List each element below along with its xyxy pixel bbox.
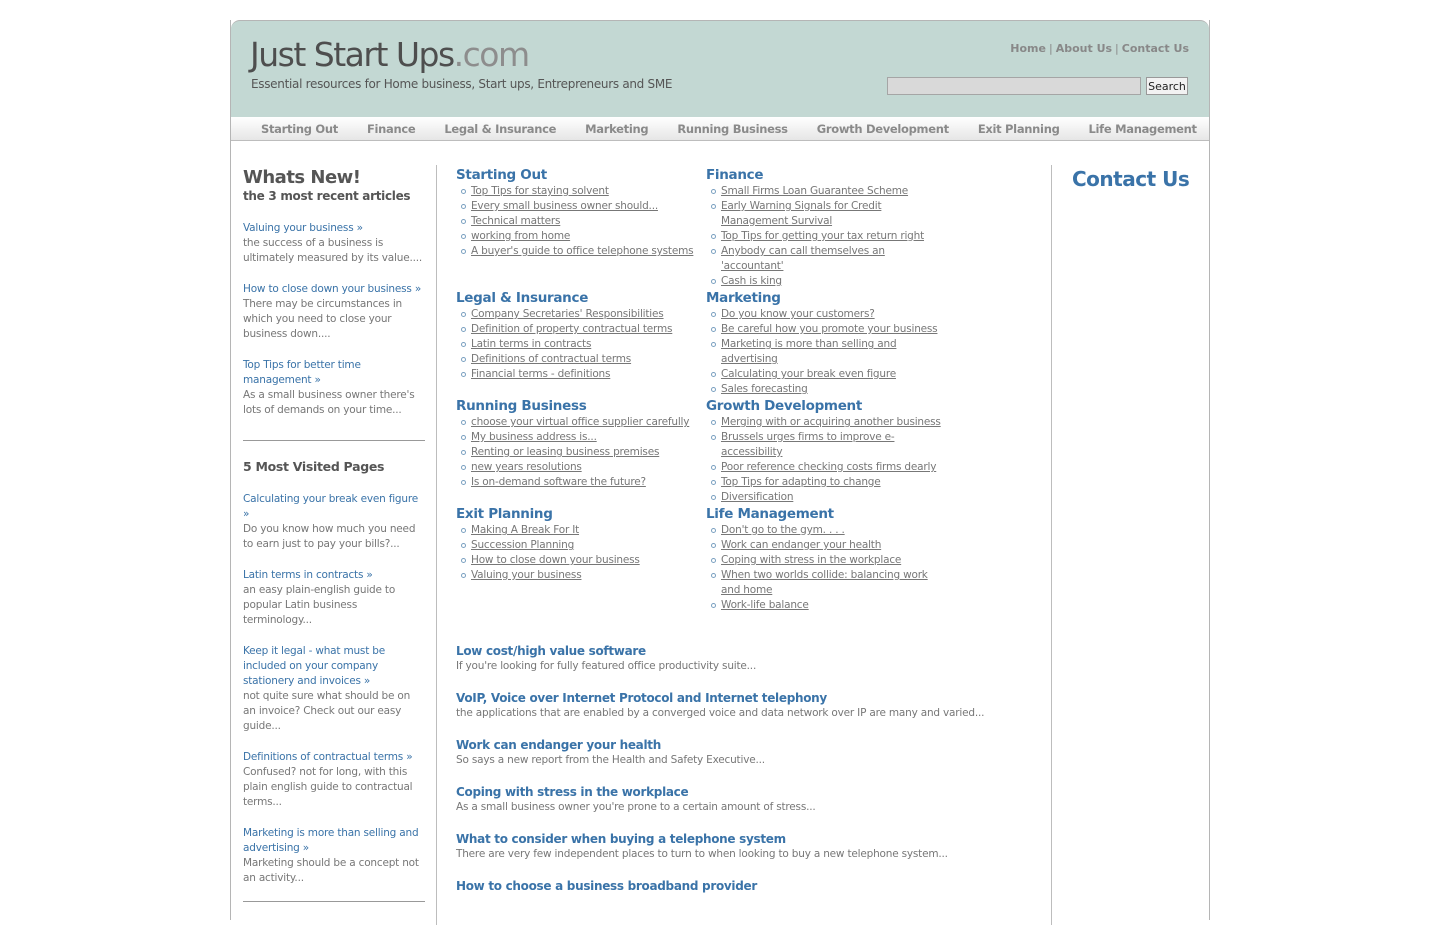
nav-growth-development[interactable]: Growth Development bbox=[816, 121, 949, 136]
category-link-item[interactable]: Company Secretaries' Responsibilities bbox=[456, 307, 701, 322]
visited-page-link[interactable]: Definitions of contractual terms » bbox=[243, 751, 413, 763]
category-growth-development bbox=[706, 398, 951, 505]
whats-new-title: Whats New! bbox=[243, 167, 361, 188]
visited-page-desc: Confused? not for long, with this plain english guide to contractual terms... bbox=[243, 766, 413, 808]
visited-page-link[interactable]: Latin terms in contracts » bbox=[243, 569, 373, 581]
logo-domain: .com bbox=[453, 35, 529, 74]
category-link-item[interactable]: Technical matters bbox=[456, 214, 701, 229]
featured-article bbox=[456, 738, 1016, 766]
search-input[interactable] bbox=[887, 77, 1141, 95]
category-link-item[interactable]: Do you know your customers? bbox=[706, 307, 951, 322]
nav-life-management[interactable]: Life Management bbox=[1088, 121, 1197, 136]
category-links bbox=[706, 523, 946, 613]
category-link-item[interactable]: Renting or leasing business premises bbox=[456, 445, 701, 460]
category-link-item[interactable]: Calculating your break even figure bbox=[706, 367, 951, 382]
category-links bbox=[456, 307, 701, 382]
category-running-business bbox=[456, 398, 701, 490]
nav-running-business[interactable]: Running Business bbox=[677, 121, 788, 136]
visited-page-desc: an easy plain-english guide to popular Latin business terminology... bbox=[243, 584, 396, 626]
search-button[interactable]: Search bbox=[1146, 77, 1188, 95]
category-title[interactable]: Marketing bbox=[706, 290, 781, 306]
most-visited-title: 5 Most Visited Pages bbox=[243, 459, 385, 474]
recent-article-desc: There may be circumstances in which you need to close your business down.... bbox=[243, 298, 403, 340]
category-link-item[interactable]: Every small business owner should... bbox=[456, 199, 701, 214]
contact-us-heading[interactable]: Contact Us bbox=[1072, 167, 1190, 191]
category-link-item[interactable]: Is on-demand software the future? bbox=[456, 475, 701, 490]
featured-article-title[interactable]: What to consider when buying a telephone system bbox=[456, 832, 786, 846]
visited-page bbox=[243, 568, 425, 628]
category-title[interactable]: Running Business bbox=[456, 398, 587, 414]
category-link-item[interactable]: Coping with stress in the workplace bbox=[706, 553, 946, 568]
featured-article-desc: So says a new report from the Health and Safety Executive... bbox=[456, 754, 765, 766]
sidebar-divider bbox=[243, 440, 425, 441]
visited-page bbox=[243, 492, 425, 552]
recent-article-link[interactable]: How to close down your business » bbox=[243, 283, 422, 295]
site-logo[interactable] bbox=[250, 35, 529, 74]
home-link[interactable]: Home bbox=[1010, 42, 1046, 55]
category-title[interactable]: Exit Planning bbox=[456, 506, 553, 522]
category-finance bbox=[706, 167, 946, 289]
visited-page-desc: Do you know how much you need to earn just to pay your bills?... bbox=[243, 523, 416, 550]
category-title[interactable]: Legal & Insurance bbox=[456, 290, 589, 306]
category-links bbox=[456, 523, 701, 583]
category-link-item[interactable]: When two worlds collide: balancing work and home bbox=[706, 568, 946, 598]
category-link-item[interactable]: Latin terms in contracts bbox=[456, 337, 701, 352]
contact-us-link[interactable]: Contact Us bbox=[1121, 42, 1189, 55]
category-link-item[interactable]: A buyer's guide to office telephone systems bbox=[456, 244, 701, 259]
category-link-item[interactable]: Financial terms - definitions bbox=[456, 367, 701, 382]
category-link-item[interactable]: Top Tips for adapting to change bbox=[706, 475, 951, 490]
category-link-item[interactable]: Don't go to the gym. . . . bbox=[706, 523, 946, 538]
featured-article-desc: As a small business owner you're prone to a certain amount of stress... bbox=[456, 801, 816, 813]
logo-main: Just Start Ups bbox=[250, 35, 454, 74]
category-link-item[interactable]: Brussels urges firms to improve e-accessibility bbox=[706, 430, 951, 460]
category-link-item[interactable]: How to close down your business bbox=[456, 553, 701, 568]
category-link-item[interactable]: Diversification bbox=[706, 490, 951, 505]
site-header bbox=[231, 20, 1209, 118]
featured-article-desc: the applications that are enabled by a converged voice and data network over IP are many and varied... bbox=[456, 707, 985, 719]
category-exit-planning bbox=[456, 506, 701, 583]
category-links bbox=[456, 415, 701, 490]
category-link-item[interactable]: Early Warning Signals for Credit Management Survival bbox=[706, 199, 946, 229]
category-links bbox=[706, 184, 946, 289]
nav-starting-out[interactable]: Starting Out bbox=[261, 121, 338, 136]
visited-page-link[interactable]: Keep it legal - what must be included on your company stationery and invoices » bbox=[243, 645, 385, 687]
category-title[interactable]: Life Management bbox=[706, 506, 834, 522]
recent-article bbox=[243, 221, 425, 266]
category-title[interactable]: Growth Development bbox=[706, 398, 863, 414]
recent-article bbox=[243, 358, 425, 418]
category-link-item[interactable]: Cash is king bbox=[706, 274, 946, 289]
visited-page-link[interactable]: Calculating your break even figure » bbox=[243, 493, 418, 520]
recent-article-link[interactable]: Valuing your business » bbox=[243, 222, 363, 234]
category-link-item[interactable]: Succession Planning bbox=[456, 538, 701, 553]
category-marketing bbox=[706, 290, 951, 397]
category-links bbox=[706, 307, 951, 397]
category-life-management bbox=[706, 506, 946, 613]
visited-page bbox=[243, 644, 425, 734]
featured-article-title[interactable]: How to choose a business broadband provider bbox=[456, 879, 757, 893]
category-link-item[interactable]: Anybody can call themselves an 'accountant' bbox=[706, 244, 946, 274]
nav-exit-planning[interactable]: Exit Planning bbox=[977, 121, 1060, 136]
category-link-item[interactable]: Valuing your business bbox=[456, 568, 701, 583]
top-links: Home | About Us | Contact Us bbox=[1010, 42, 1189, 55]
category-link-item[interactable]: choose your virtual office supplier carefully bbox=[456, 415, 701, 430]
featured-article-title[interactable]: VoIP, Voice over Internet Protocol and Internet telephony bbox=[456, 691, 827, 705]
visited-page bbox=[243, 750, 425, 810]
featured-article-desc: If you're looking for fully featured office productivity suite... bbox=[456, 660, 757, 672]
featured-article bbox=[456, 832, 1016, 860]
sidebar-divider bbox=[243, 901, 425, 902]
visited-page-desc: Marketing should be a concept not an activity... bbox=[243, 857, 419, 884]
nav-finance[interactable]: Finance bbox=[366, 121, 416, 136]
featured-article bbox=[456, 644, 1016, 672]
category-legal-insurance bbox=[456, 290, 701, 382]
visited-page-link[interactable]: Marketing is more than selling and advertising » bbox=[243, 827, 419, 854]
category-link-item[interactable]: Poor reference checking costs firms dearly bbox=[706, 460, 951, 475]
recent-article-link[interactable]: Top Tips for better time management » bbox=[243, 359, 361, 386]
site-tagline: Essential resources for Home business, Start ups, Entrepreneurs and SME bbox=[251, 77, 673, 91]
category-link-item[interactable]: My business address is... bbox=[456, 430, 701, 445]
nav-marketing[interactable]: Marketing bbox=[585, 121, 649, 136]
category-links bbox=[456, 184, 701, 259]
about-us-link[interactable]: About Us bbox=[1055, 42, 1113, 55]
visited-page-desc: not quite sure what should be on an invoice? Check out our easy guide... bbox=[243, 690, 411, 732]
category-link-item[interactable]: Top Tips for getting your tax return right bbox=[706, 229, 946, 244]
featured-article-title[interactable]: Low cost/high value software bbox=[456, 644, 646, 658]
category-title[interactable]: Finance bbox=[706, 167, 764, 183]
category-title[interactable]: Starting Out bbox=[456, 167, 547, 183]
featured-article bbox=[456, 785, 1016, 813]
category-link-item[interactable]: Be careful how you promote your business bbox=[706, 322, 951, 337]
category-link-item[interactable]: Top Tips for staying solvent bbox=[456, 184, 701, 199]
category-links bbox=[706, 415, 951, 505]
main-nav bbox=[231, 117, 1209, 141]
category-link-item[interactable]: Sales forecasting bbox=[706, 382, 951, 397]
category-link-item[interactable]: Definitions of contractual terms bbox=[456, 352, 701, 367]
category-link-item[interactable]: Making A Break For It bbox=[456, 523, 701, 538]
featured-article bbox=[456, 691, 1016, 719]
category-link-item[interactable]: Small Firms Loan Guarantee Scheme bbox=[706, 184, 946, 199]
category-link-item[interactable]: Work can endanger your health bbox=[706, 538, 946, 553]
featured-article-title[interactable]: Work can endanger your health bbox=[456, 738, 661, 752]
category-link-item[interactable]: new years resolutions bbox=[456, 460, 701, 475]
page-container bbox=[230, 20, 1210, 920]
left-sidebar bbox=[243, 167, 425, 920]
featured-article bbox=[456, 879, 1016, 893]
featured-article-title[interactable]: Coping with stress in the workplace bbox=[456, 785, 689, 799]
column-divider-left bbox=[436, 165, 437, 925]
recent-article-desc: the success of a business is ultimately measured by its value.... bbox=[243, 237, 423, 264]
category-link-item[interactable]: working from home bbox=[456, 229, 701, 244]
recent-article bbox=[243, 282, 425, 342]
visited-page bbox=[243, 826, 425, 886]
column-divider-right bbox=[1051, 165, 1052, 925]
nav-legal-insurance[interactable]: Legal & Insurance bbox=[444, 121, 557, 136]
featured-article-desc: There are very few independent places to turn to when looking to buy a new telephone system... bbox=[456, 848, 948, 860]
category-link-item[interactable]: Definition of property contractual terms bbox=[456, 322, 701, 337]
recent-article-desc: As a small business owner there's lots of demands on your time... bbox=[243, 389, 415, 416]
category-link-item[interactable]: Marketing is more than selling and advertising bbox=[706, 337, 951, 367]
category-starting-out bbox=[456, 167, 701, 259]
category-link-item[interactable]: Merging with or acquiring another business bbox=[706, 415, 951, 430]
whats-new-subtitle: the 3 most recent articles bbox=[243, 189, 411, 203]
category-link-item[interactable]: Work-life balance bbox=[706, 598, 946, 613]
